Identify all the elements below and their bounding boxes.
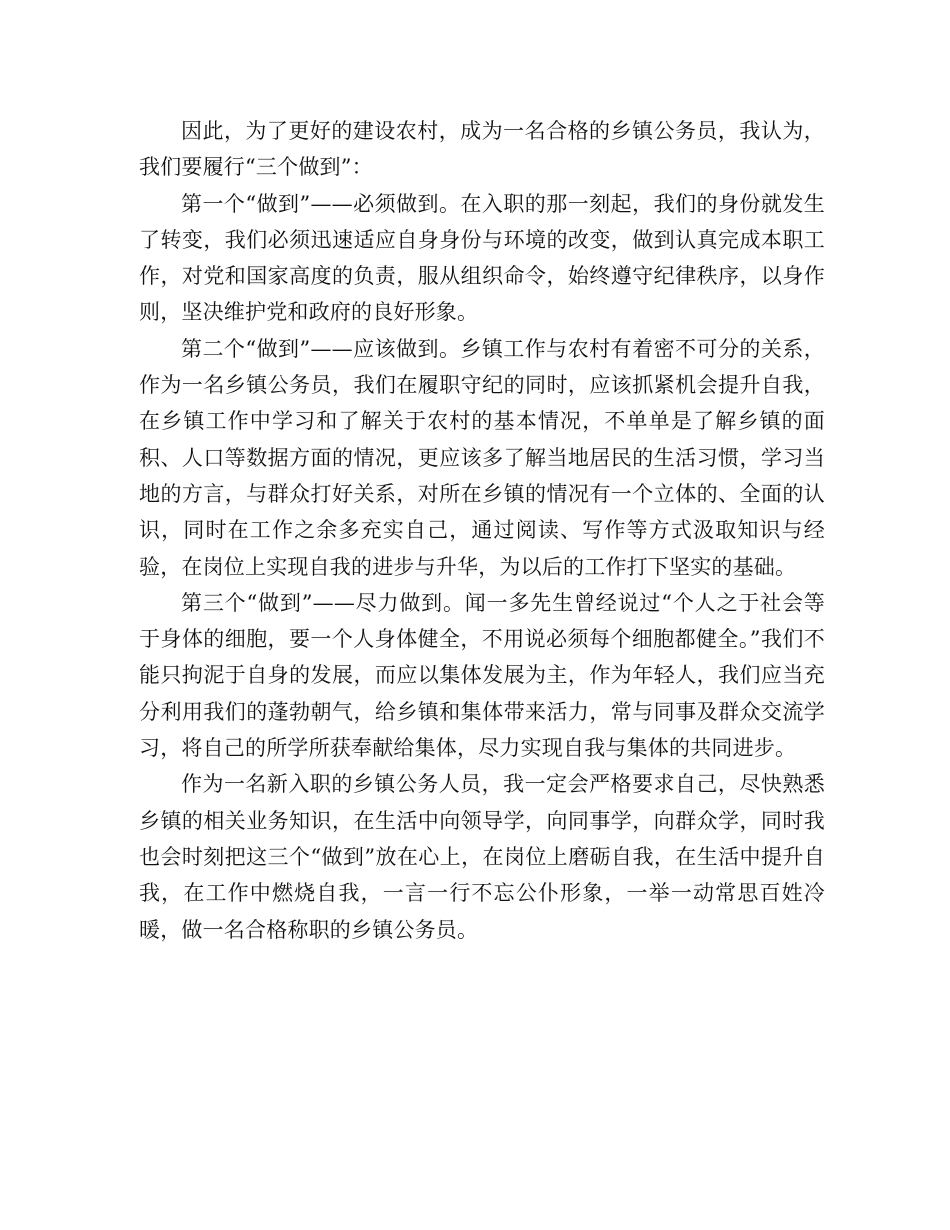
paragraph-third-commitment: 第三个“做到”——尽力做到。闻一多先生曾经说过“个人之于社会等于身体的细胞，要一个人身体健全，不用说必须每个细胞都健全。”我们不能只拘泥于自身的发展，而应以集体发展为主，作为年轻人，我们应当充分利用我们的蓬勃朝气，给乡镇和集体带来活力，常与同事及群众交流学习，将自己的所学所获奉献给集体，尽力实现自我与集体的共同进步。 [139,590,825,761]
paragraph-first-commitment: 第一个“做到”——必须做到。在入职的那一刻起，我们的身份就发生了转变，我们必须迅速适应自身身份与环境的改变，做到认真完成本职工作，对党和国家高度的负责，服从组织命令，始终遵守纪律秩序，以身作则，坚决维护党和政府的良好形象。 [139,191,825,325]
document-body [139,113,825,948]
paragraph-conclusion-intro: 因此，为了更好的建设农村，成为一名合格的乡镇公务员，我认为，我们要履行“三个做到”： [139,119,825,180]
paragraph-second-commitment: 第二个“做到”——应该做到。乡镇工作与农村有着密不可分的关系，作为一名乡镇公务员，我们在履职守纪的同时，应该抓紧机会提升自我，在乡镇工作中学习和了解关于农村的基本情况，不单单是了解乡镇的面积、人口等数据方面的情况，更应该多了解当地居民的生活习惯，学习当地的方言，与群众打好关系，对所在乡镇的情况有一个立体的、全面的认识，同时在工作之余多充实自己，通过阅读、写作等方式汲取知识与经验，在岗位上实现自我的进步与升华，为以后的工作打下坚实的基础。 [139,336,825,579]
paragraph-closing: 作为一名新入职的乡镇公务人员，我一定会严格要求自己，尽快熟悉乡镇的相关业务知识，在生活中向领导学，向同事学，向群众学，同时我也会时刻把这三个“做到”放在心上，在岗位上磨砺自我，在生活中提升自我，在工作中燃烧自我，一言一行不忘公仆形象，一举一动常思百姓冷暖，做一名合格称职的乡镇公务员。 [139,772,825,942]
